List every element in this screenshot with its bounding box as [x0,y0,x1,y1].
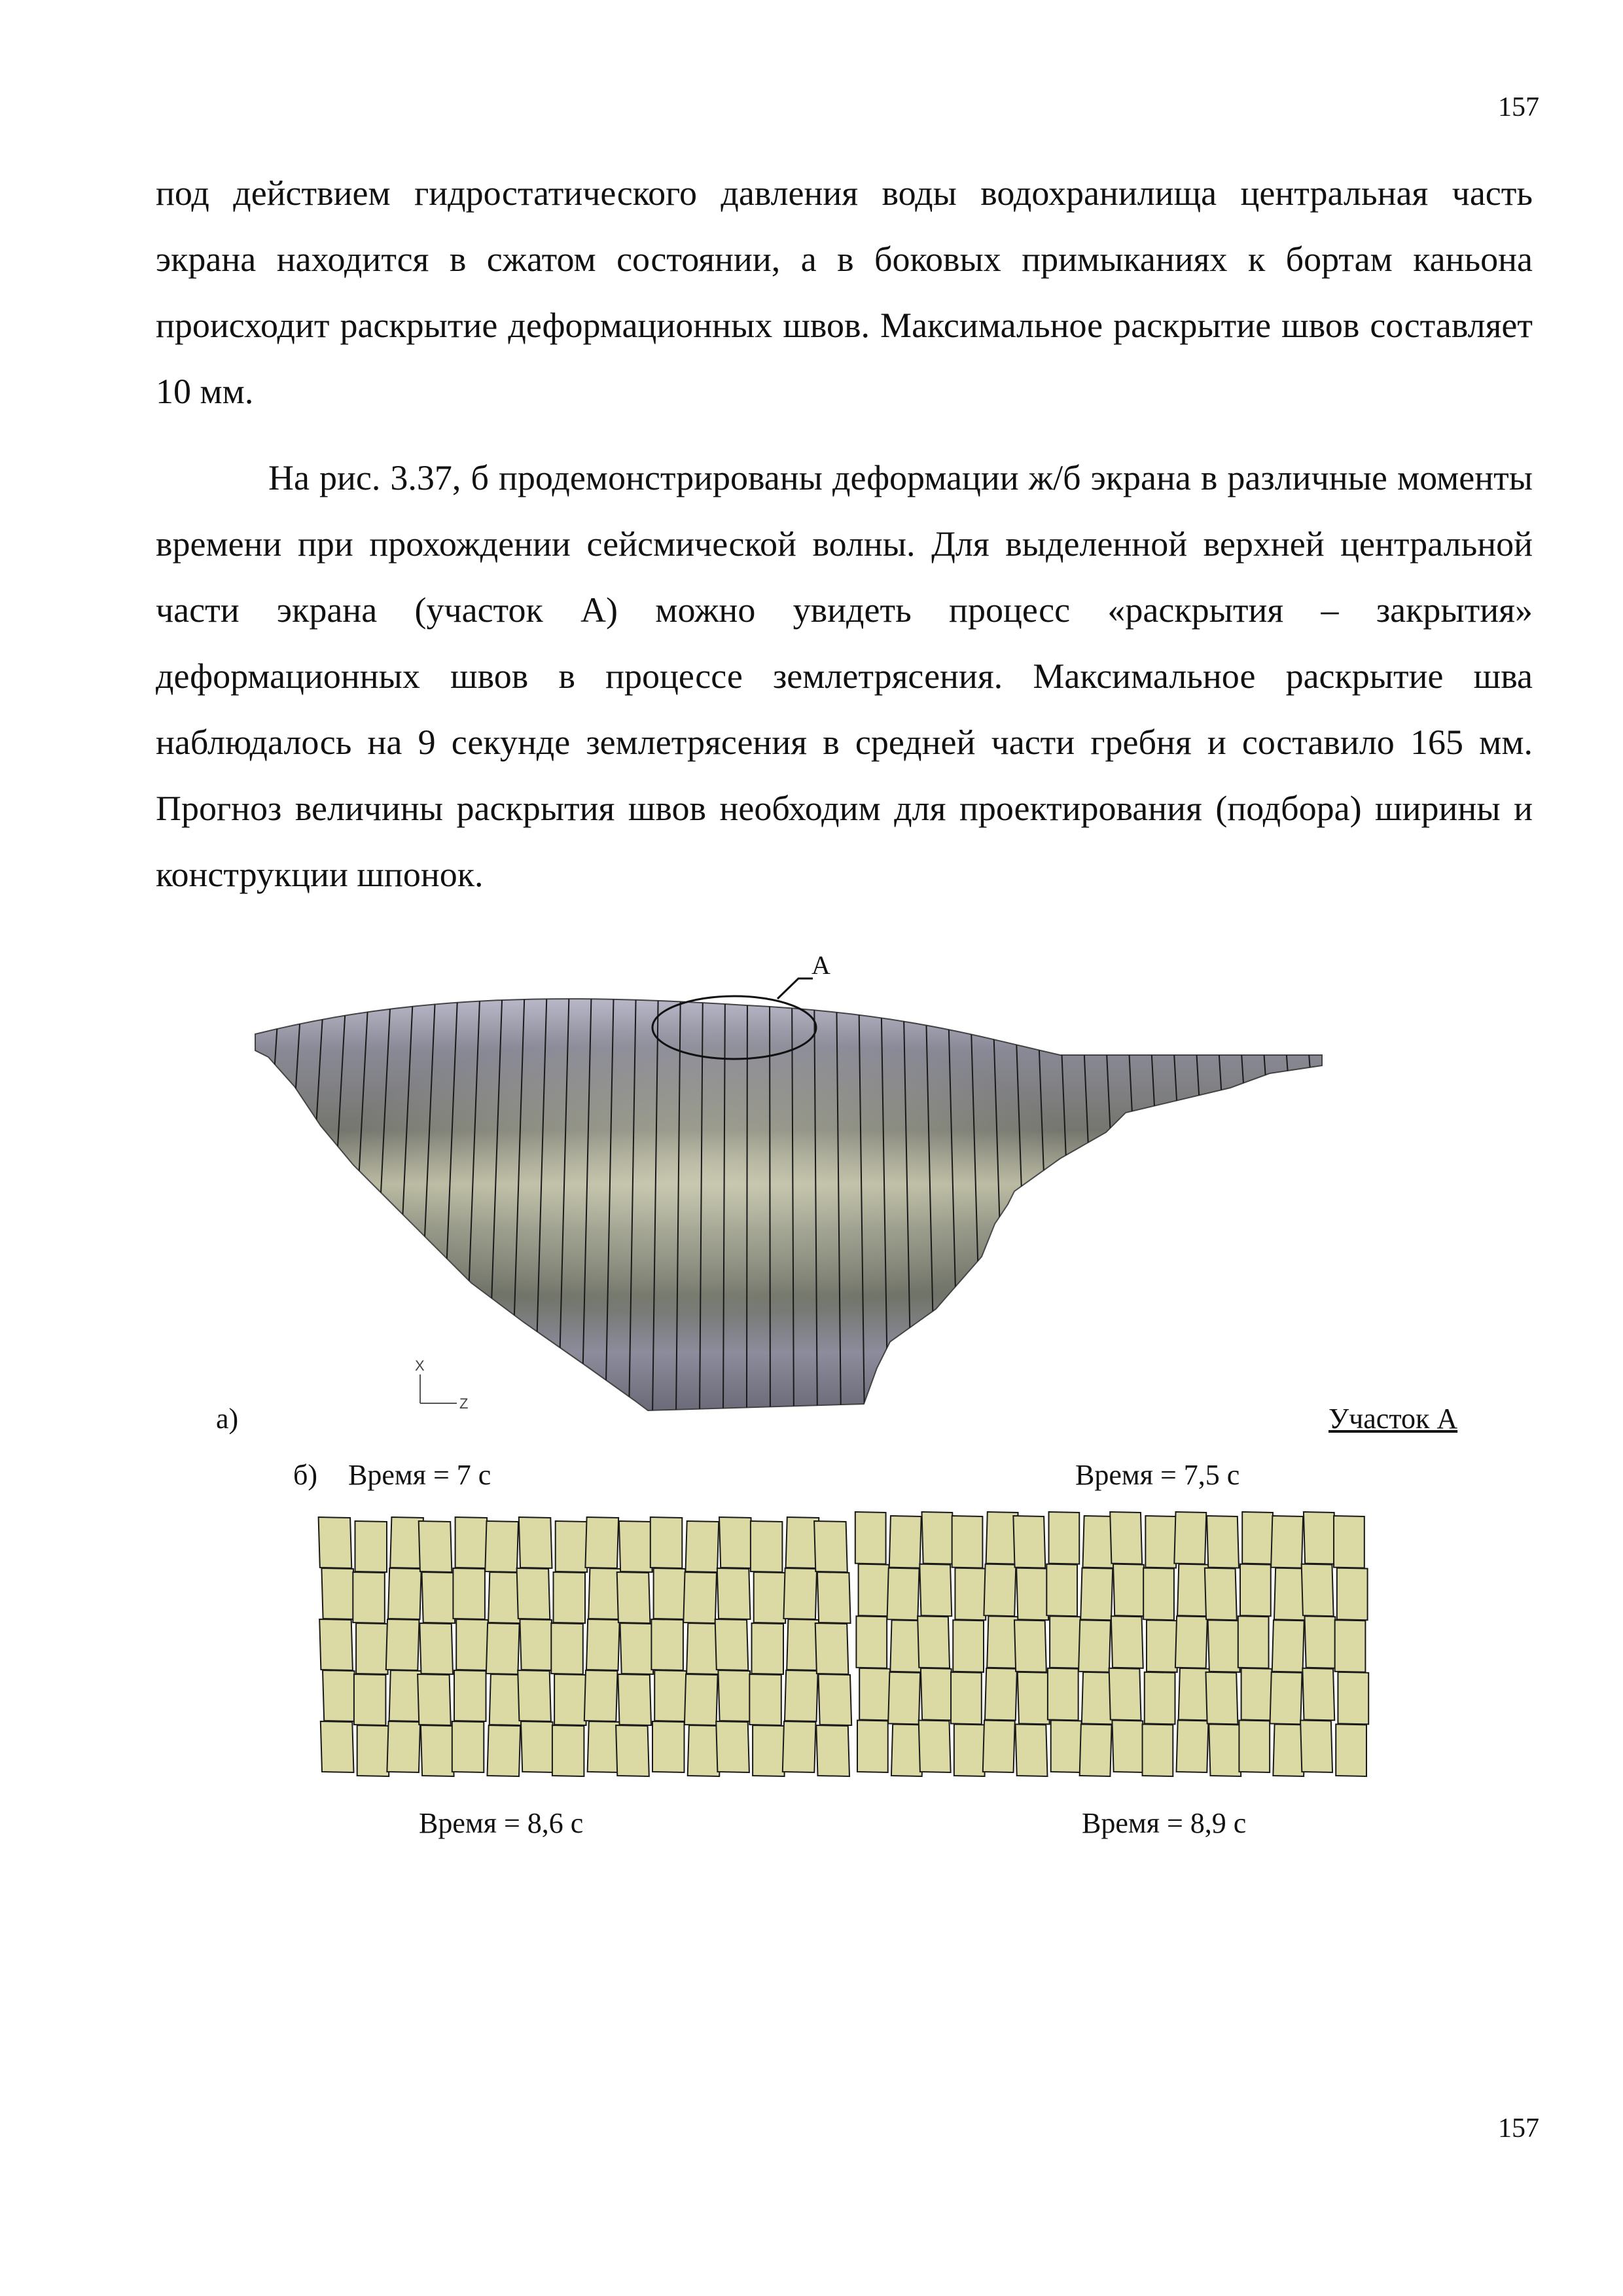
slab-panel [1304,1512,1336,1564]
slab-panel [1208,1620,1240,1672]
slab-panel [718,1670,751,1721]
axis-z-label: Z [459,1395,469,1412]
slab-panel [1174,1512,1206,1564]
slab-panel [1271,1516,1303,1568]
slab-panel [323,1670,356,1721]
slab-panel [585,1517,618,1568]
slab-panel [855,1512,886,1564]
slab-panel [1014,1620,1046,1672]
slab-panel [453,1568,485,1619]
slab-panel [954,1724,985,1776]
slab-panel [1335,1620,1366,1672]
slab-panel [1272,1620,1304,1672]
slab-panel [1079,1620,1111,1672]
slab-panel [518,1670,551,1721]
slab-panel [1013,1516,1045,1568]
face-slab-figure [249,916,1348,1433]
slab-panel [421,1725,454,1776]
slab-panel [1334,1516,1364,1568]
slab-joint-line [1281,982,1313,1427]
slab-panel [654,1670,686,1721]
slab-panel [620,1623,654,1674]
slab-panel [1080,1724,1112,1776]
slab-panel [816,1725,849,1776]
slab-panel [1300,1720,1332,1772]
slab-panel [1270,1672,1302,1725]
slab-joint-line [1059,982,1077,1427]
slab-panel [452,1721,484,1772]
slab-panel [819,1674,852,1725]
slab-panel [749,1674,781,1725]
slab-panel [556,1521,588,1572]
slab-panel [753,1725,785,1776]
slab-panel [785,1670,818,1721]
slab-panel [1109,1668,1141,1721]
slab-panel [1238,1616,1269,1668]
slab-panel [887,1568,919,1621]
slab-joint-line [1237,982,1266,1427]
slab-panel [685,1674,718,1725]
slab-panel [586,1619,620,1670]
slab-panel [1049,1512,1080,1564]
slab-panel [1051,1720,1082,1772]
slab-panel [951,1672,982,1725]
slab-panel [1336,1724,1366,1776]
slab-panel [521,1721,554,1772]
slab-panel [584,1670,618,1721]
callout-letter: А [812,950,830,980]
slab-panel [983,1720,1015,1772]
slab-panel [1143,1568,1174,1621]
slab-panel [355,1521,387,1572]
slab-panel [754,1572,786,1623]
slab-panel [1147,1620,1177,1672]
slab-panel [1302,1564,1334,1617]
slab-panel [1305,1616,1337,1668]
slab-panel [985,1668,1017,1721]
slab-joint-line [1126,982,1148,1427]
slab-joint-line [1259,982,1289,1427]
slab-panel [387,1721,420,1772]
slab-panel [717,1568,751,1619]
slab-panel [618,1674,651,1725]
slab-panel [889,1516,921,1568]
slab-panel [1018,1672,1050,1725]
slab-panel [918,1616,950,1668]
slab-panel [419,1521,452,1572]
page-number-top: 157 [1498,92,1539,122]
slab-panel [751,1521,783,1572]
slab-panel [952,1516,983,1568]
slab-panel [1145,1516,1176,1568]
slab-panel [1016,1724,1048,1776]
area-a-label: Участок А [1329,1403,1458,1435]
slab-panel [418,1674,451,1725]
slab-panel [554,1572,586,1623]
slab-panel [859,1668,890,1721]
slab-panel [617,1572,651,1623]
slab-panel [485,1521,518,1572]
slab-joint-line [1170,982,1195,1427]
slab-joint-line [1037,982,1053,1427]
slab-panel [552,1725,584,1776]
time-label-7s: Время = 7 с [348,1459,491,1491]
figure-b-label: б) [293,1459,318,1491]
slab-panel [1205,1672,1238,1725]
slab-joint-line [1148,982,1171,1427]
slab-panel [419,1623,453,1674]
slab-panel [357,1725,389,1776]
slab-panel [814,1521,847,1572]
slab-panel [783,1721,816,1772]
slab-panel [388,1568,421,1619]
time-label-8-6s: Время = 8,6 с [419,1807,584,1839]
slab-panel [1050,1616,1080,1668]
slab-panel [654,1568,686,1619]
slab-panel [955,1568,986,1621]
slab-joint-line [1304,982,1336,1427]
slab-panel [1205,1568,1237,1621]
slab-panel [715,1619,749,1670]
slab-panel [1113,1564,1145,1617]
slab-panel [1338,1672,1368,1725]
slab-panel [1143,1724,1173,1776]
slab-panel [616,1725,649,1776]
joint-opening-panels [314,1499,1387,1793]
slab-panel [1239,1720,1270,1772]
slab-panel [651,1517,683,1568]
paragraph-2: На рис. 3.37, б продемонстрированы деформации ж/б экрана в различные моменты времени при прохождении сейсмической волны. Для выделенной верхней центральной части экрана (участок А) можно увидеть процесс «раскрытия – закрытия» деформационных швов в процессе землетрясения. Максимальное раскрытие шва наблюдалось на 9 секунде землетрясения в средней части гребня и составило 165 мм. Прогноз величины раскрытия швов необходим для проектирования (подбора) ширины и конструкции шпонок. [156,458,1533,894]
slab-panel [321,1568,355,1619]
slab-panel [551,1623,583,1674]
slab-joint-line [1081,982,1101,1427]
slab-panel [857,1720,888,1772]
slab-panel [386,1619,419,1670]
slab-panel [1241,1668,1272,1721]
slab-panel [519,1517,552,1568]
slab-panel [859,1564,889,1617]
slab-panel [454,1670,486,1721]
slab-panel [1080,1568,1113,1621]
slab-panel [719,1517,753,1568]
time-label-7-5s: Время = 7,5 с [1075,1459,1240,1491]
slab-panel [319,1517,352,1568]
slab-panel [422,1572,455,1623]
slab-joint-line [1192,982,1219,1427]
slab-panel [1048,1668,1079,1721]
slab-panel [922,1512,954,1564]
figure-a-label: а) [216,1403,239,1435]
slab-panel [783,1568,817,1619]
slab-panel [356,1623,388,1674]
slab-panel [984,1564,1016,1617]
slab-panel [1046,1564,1077,1617]
slab-panel [752,1623,784,1674]
slab-panel [817,1572,851,1623]
slab-panel [353,1572,385,1623]
slab-joint-line [1215,982,1242,1427]
slab-panel [1207,1516,1239,1568]
slab-panel [1111,1616,1143,1668]
slab-panel [456,1619,488,1670]
slab-panel [683,1572,717,1623]
slab-panel [686,1521,719,1572]
slab-panel [1302,1668,1334,1721]
callout-leader-line [777,978,813,999]
slab-panel [517,1568,550,1619]
axis-triad [420,1374,457,1403]
slab-panel [1016,1568,1048,1621]
slab-panel [319,1619,353,1670]
slab-panel [919,1564,952,1617]
slab-panel [1112,1720,1144,1772]
slab-panel [354,1674,386,1725]
slab-panel [321,1721,354,1772]
slab-panel [1145,1672,1175,1725]
paragraph-1: под действием гидростатического давления воды водохранилища центральная часть экрана находится в сжатом состоянии, а в боковых примыканиях к бортам каньона происходит раскрытие деформационных швов. Максимальное раскрытие швов составляет 10 мм. [156,173,1533,411]
time-label-8-9s: Время = 8,9 с [1082,1807,1247,1839]
slab-panel [488,1725,521,1776]
slab-panel [921,1668,953,1721]
slab-panel [815,1623,849,1674]
slab-panel [619,1521,652,1572]
slab-panel [856,1616,887,1668]
slab-panel [1175,1616,1207,1668]
slab-panel [1337,1568,1368,1621]
slab-panel [1240,1564,1271,1617]
slab-panel [455,1517,488,1568]
slab-panel [1177,1720,1209,1772]
slab-panel [1209,1724,1241,1776]
slab-panel [520,1619,553,1670]
slab-panel [919,1720,951,1772]
slab-panel [652,1721,685,1772]
axis-x-label: X [415,1357,425,1374]
slab-joint-line [1103,982,1124,1427]
slab-panel [486,1623,520,1674]
slab-panel [1242,1512,1273,1564]
page-number-bottom: 157 [1498,2113,1539,2144]
slab-panel [716,1721,749,1772]
slab-panel [953,1620,984,1672]
slab-panel [651,1619,683,1670]
slab-panel [1110,1512,1142,1564]
slab-panel [554,1674,586,1725]
slab-panel [888,1672,920,1725]
